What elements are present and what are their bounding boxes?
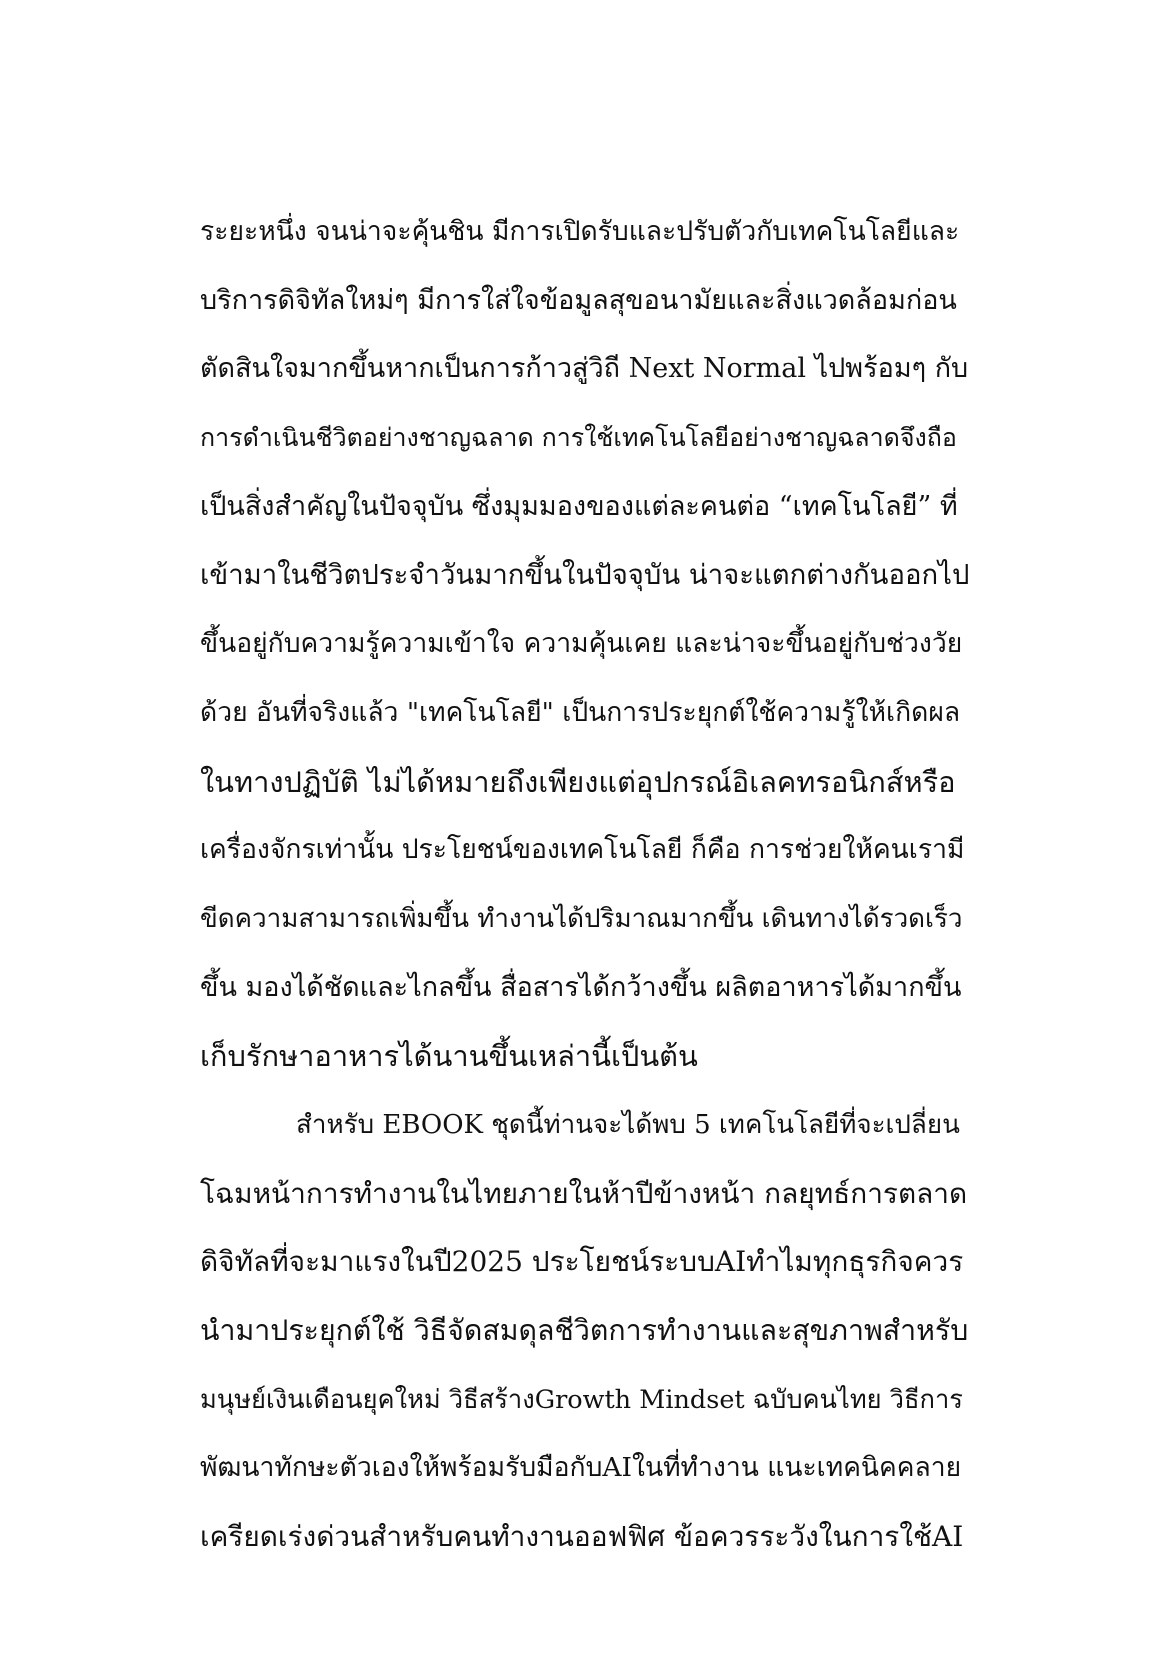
text-line: เครื่องจักรเท่านั้น ประโยชน์ของเทคโนโลยี ก็คือ การช่วยให้คนเรามี [200, 834, 965, 866]
text-line: เครียดเร่งด่วนสำหรับคนทำงานออฟฟิศ ข้อควรระวังในการใช้AI [200, 1520, 964, 1554]
text-line: ในทางปฏิบัติ ไม่ได้หมายถึงเพียงแต่อุปกรณ์อิเลคทรอนิกส์หรือ [200, 764, 956, 799]
text-line-indented: สำหรับ EBOOK ชุดนี้ท่านจะได้พบ 5 เทคโนโลยีที่จะเปลี่ยน [296, 1109, 960, 1140]
text-line: บริการดิจิทัลใหม่ๆ มีการใส่ใจข้อมูลสุขอนามัยและสิ่งแวดล้อมก่อน [200, 284, 957, 316]
text-line: เก็บรักษาอาหารได้นานขึ้นเหล่านี้เป็นต้น [200, 1039, 698, 1074]
text-line: ขีดความสามารถเพิ่มขึ้น ทำงานได้ปริมาณมากขึ้น เดินทางได้รวดเร็ว [200, 903, 963, 934]
paragraph-1 [200, 205, 970, 1098]
text-line: นำมาประยุกต์ใช้ วิธีจัดสมดุลชีวิตการทำงานและสุขภาพสำหรับ [200, 1314, 969, 1347]
body-text [200, 205, 970, 1579]
text-line: ตัดสินใจมากขึ้นหากเป็นการก้าวสู่วิถี Next Normal ไปพร้อมๆ กับ [200, 353, 969, 385]
text-line: ด้วย อันที่จริงแล้ว "เทคโนโลยี" เป็นการประยุกต์ใช้ความรู้ให้เกิดผล [200, 696, 961, 728]
text-line: เป็นสิ่งสำคัญในปัจจุบัน ซึ่งมุมมองของแต่ละคนต่อ “เทคโนโลยี” ที่ [200, 490, 958, 522]
text-line: ดิจิทัลที่จะมาแรงในปี2025 ประโยชน์ระบบAIทำไมทุกธุรกิจควร [200, 1245, 964, 1279]
text-line: พัฒนาทักษะตัวเองให้พร้อมรับมือกับAIในที่ทำงาน แนะเทคนิคคลาย [200, 1452, 962, 1484]
text-line: เข้ามาในชีวิตประจำวันมากขึ้นในปัจจุบัน น่าจะแตกต่างกันออกไป [200, 559, 970, 592]
text-line: การดำเนินชีวิตอย่างชาญฉลาด การใช้เทคโนโลยีอย่างชาญฉลาดจึงถือ [200, 423, 957, 453]
text-line: มนุษย์เงินเดือนยุคใหม่ วิธีสร้างGrowth Mindset ฉบับคนไทย วิธีการ [200, 1384, 964, 1415]
paragraph-2 [200, 1098, 970, 1579]
text-line: ระยะหนึ่ง จนน่าจะคุ้นชิน มีการเปิดรับและปรับตัวกับเทคโนโลยีและ [200, 216, 960, 247]
text-line: ขึ้นอยู่กับความรู้ความเข้าใจ ความคุ้นเคย และน่าจะขึ้นอยู่กับช่วงวัย [200, 628, 963, 660]
text-line: ขึ้น มองได้ชัดและไกลขึ้น สื่อสารได้กว้างขึ้น ผลิตอาหารได้มากขึ้น [200, 971, 962, 1003]
text-line: โฉมหน้าการทำงานในไทยภายในห้าปีข้างหน้า กลยุทธ์การตลาด [200, 1176, 968, 1210]
